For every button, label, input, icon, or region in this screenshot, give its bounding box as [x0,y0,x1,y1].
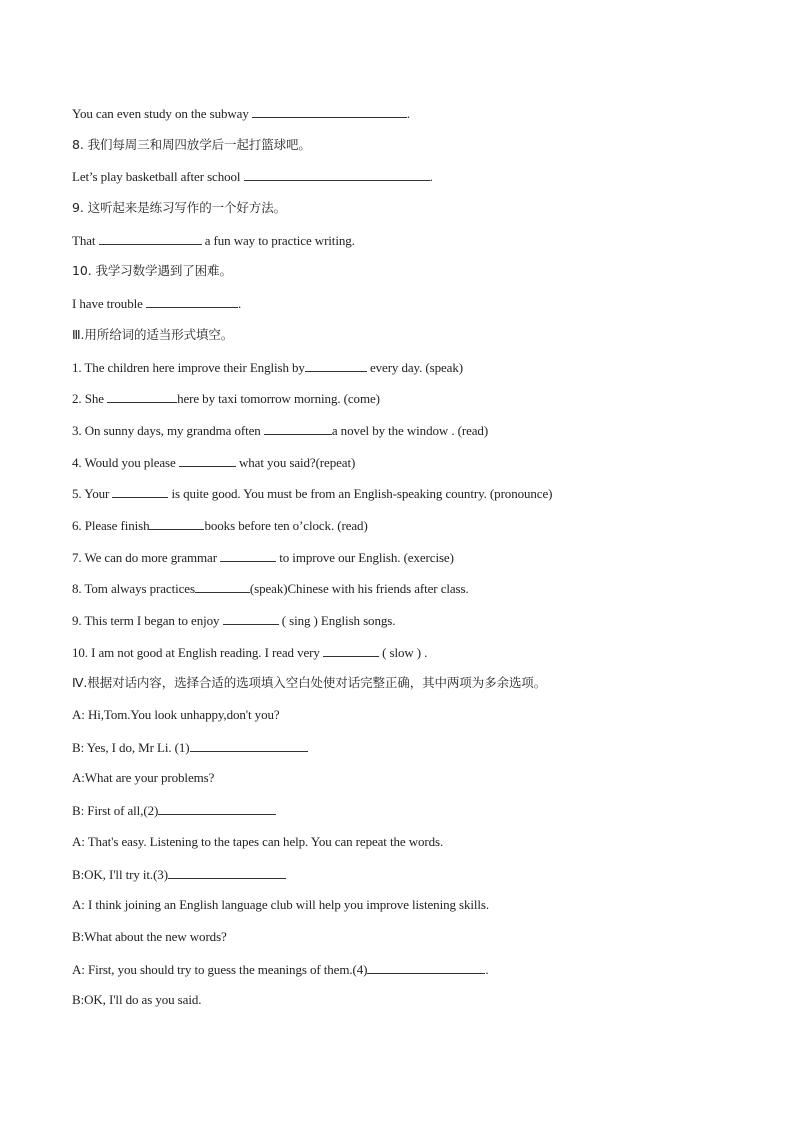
line-text: A: That's easy. Listening to the tapes can help. You can repeat the words. [72,833,444,849]
line-text: 6. Please finish [72,517,150,533]
answer-blank[interactable] [107,389,177,403]
line-text-after: here by taxi tomorrow morning. (come) [177,391,380,407]
line-text: A: Hi,Tom.You look unhappy,don't you? [72,707,280,723]
line-text: 5. Your [72,486,113,502]
answer-blank[interactable] [146,294,238,308]
worksheet-line [72,579,732,611]
answer-blank[interactable] [367,960,485,974]
line-text: A: I think joining an English language club will help you improve listening skills. [72,897,490,913]
line-text-after: a fun way to practice writing. [201,232,355,248]
line-text: Ⅲ.用所给词的适当形式填空。 [72,326,234,342]
answer-blank[interactable] [305,358,367,372]
line-text-after: ( slow ) . [378,644,428,660]
answer-blank[interactable] [190,738,308,752]
worksheet-line [72,104,732,136]
worksheet-line [72,548,732,580]
line-text-after: a novel by the window . (read) [331,422,489,438]
worksheet-line [72,167,732,199]
question-prompt [72,136,732,168]
line-text-after: . [485,961,489,977]
line-text: You can even study on the subway [72,106,252,121]
answer-blank[interactable] [168,865,286,879]
line-text: 4. Would you please [72,454,179,470]
line-text-after: ( sing ) English songs. [278,613,396,628]
answer-blank[interactable] [223,611,279,625]
answer-blank[interactable] [323,643,379,657]
answer-blank[interactable] [252,104,407,118]
worksheet-line [72,769,732,801]
answer-blank[interactable] [149,516,204,530]
worksheet-line [72,865,732,897]
question-prompt [72,326,732,358]
line-text: 2. She [72,391,108,407]
line-text: B:OK, I'll do as you said. [72,992,202,1008]
line-text: Ⅳ.根据对话内容，选择合适的选项填入空白处使对话完整正确，其中两项为多余选项。 [72,675,547,691]
worksheet-line [72,801,732,833]
answer-blank[interactable] [112,484,168,498]
line-text: A:What are your problems? [72,770,215,786]
line-text-after: . [406,106,411,121]
line-text-after: . [429,169,433,185]
worksheet-line [72,484,732,516]
question-prompt [72,199,732,231]
line-text: 10. I am not good at English reading. I read very [72,644,323,660]
line-text: 9. 这听起来是练习写作的一个好方法。 [72,200,287,216]
line-text: B: First of all,(2) [72,803,159,819]
answer-blank[interactable] [158,801,276,815]
worksheet-line [72,611,732,643]
worksheet-line [72,706,732,738]
line-text: Let’s play basketball after school [72,169,244,185]
line-text: 1. The children here improve their English by [72,359,305,375]
answer-blank[interactable] [220,548,276,562]
line-text-after: every day. (speak) [366,359,463,375]
worksheet-page [72,104,732,1023]
answer-blank[interactable] [99,231,202,245]
question-prompt [72,262,732,294]
line-text: I have trouble [72,296,146,312]
line-text-after: (speak)Chinese with his friends after class. [249,581,469,597]
line-text: That [72,232,99,248]
question-prompt [72,674,732,706]
line-text: 8. Tom always practices [72,581,195,597]
worksheet-line [72,738,732,770]
line-text-after: to improve our English. (exercise) [276,549,454,565]
line-text: 3. On sunny days, my grandma often [72,422,264,438]
worksheet-line [72,231,732,263]
line-text: B:What about the new words? [72,928,227,944]
line-text: B: Yes, I do, Mr Li. (1) [72,739,190,755]
line-text: 9. This term I began to enjoy [72,613,223,628]
worksheet-line [72,358,732,390]
line-text: A: First, you should try to guess the meanings of them.(4) [72,961,368,977]
worksheet-line [72,991,732,1023]
answer-blank[interactable] [264,421,332,435]
line-text: 8. 我们每周三和周四放学后一起打篮球吧。 [72,136,311,152]
line-text-after: books before ten o’clock. (read) [204,517,368,533]
worksheet-line [72,928,732,960]
answer-blank[interactable] [195,579,250,593]
line-text-after: . [237,296,242,312]
worksheet-line [72,453,732,485]
line-text-after: what you said?(repeat) [235,454,356,470]
line-text: B:OK, I'll try it.(3) [72,866,168,882]
worksheet-line [72,833,732,865]
worksheet-line [72,294,732,326]
answer-blank[interactable] [179,453,236,467]
answer-blank[interactable] [244,167,430,181]
worksheet-line [72,960,732,992]
worksheet-line [72,421,732,453]
worksheet-line [72,389,732,421]
worksheet-line [72,896,732,928]
line-text-after: is quite good. You must be from an English-speaking country. (pronounce) [168,486,553,502]
line-text: 7. We can do more grammar [72,549,221,565]
worksheet-line [72,643,732,675]
worksheet-line [72,516,732,548]
line-text: 10. 我学习数学遇到了困难。 [72,263,232,279]
